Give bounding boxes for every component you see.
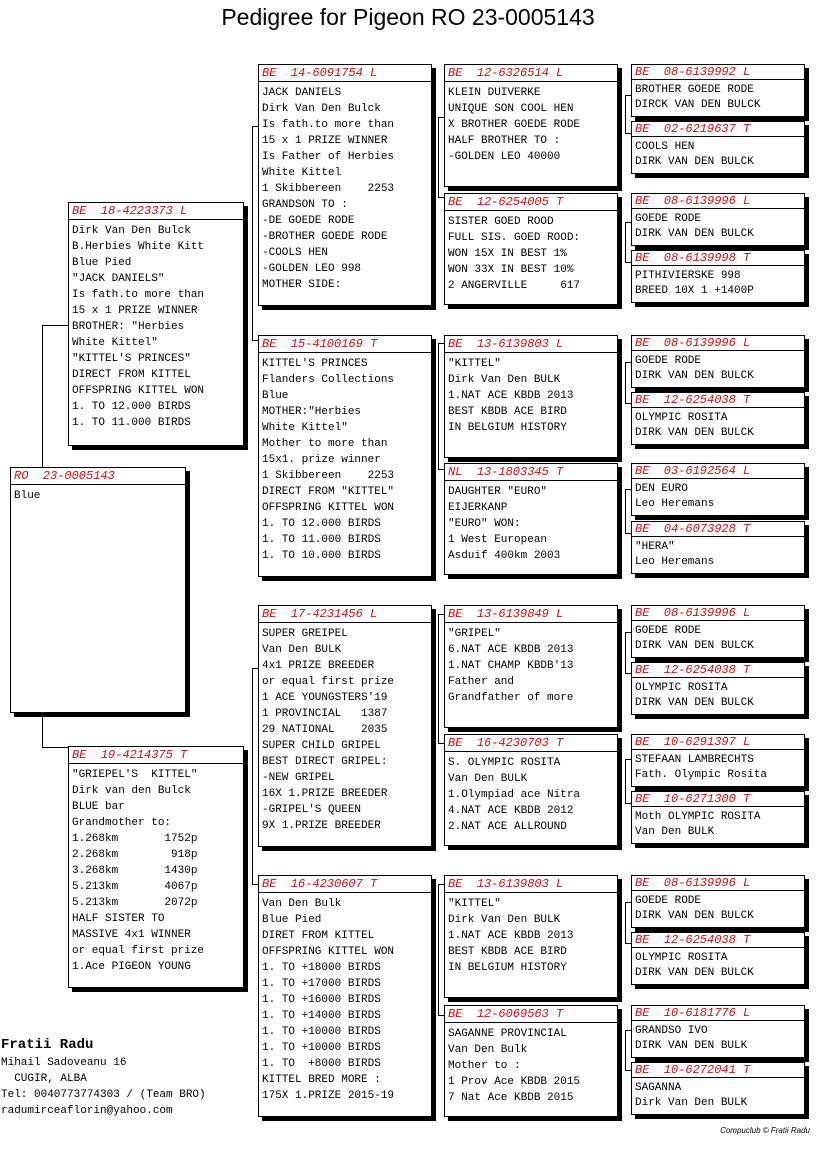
pigeon-info-line: 5.213km 4067p	[72, 881, 198, 893]
pigeon-info-line: Mother to more than	[262, 438, 388, 450]
pigeon-info-line: Van Den BULK	[262, 644, 342, 656]
pigeon-info-line: MASSIVE 4x1 WINNER	[72, 929, 191, 941]
ring-number: BE 02-6219637 T	[632, 122, 804, 137]
pigeon-info-line: GRANDSO IVO	[635, 1025, 708, 1037]
dam-card	[68, 746, 244, 988]
great-great-grandparent-card	[631, 521, 805, 574]
ring-number: RO 23-0005143	[11, 468, 185, 485]
pigeon-info-line: White Kittel"	[262, 422, 348, 434]
pigeon-info-line: BEST DIRECT GRIPEL:	[262, 756, 388, 768]
pigeon-info-line: 1.NAT ACE KBDB 2013	[448, 390, 574, 402]
owner-address-line: Mihail Sadoveanu 16	[1, 1057, 127, 1069]
grandparent-card	[258, 64, 432, 306]
pigeon-info-line: 175X 1.PRIZE 2015-19	[262, 1090, 395, 1102]
pigeon-info-line: 1. TO +18000 BIRDS	[262, 962, 381, 974]
pigeon-info-line: 1. TO +14000 BIRDS	[262, 1010, 381, 1022]
pigeon-info-line: 3.268km 1430p	[72, 865, 198, 877]
pigeon-info-line: or equal first prize	[72, 945, 205, 957]
great-great-grandparent-card	[631, 734, 805, 787]
pigeon-info-line: 1. TO 11.000 BIRDS	[72, 417, 191, 429]
ring-number: BE 14-6091754 L	[259, 65, 431, 82]
pigeon-info-line: 29 NATIONAL 2035	[262, 724, 388, 736]
pigeon-info-line: DIRECT FROM KITTEL	[72, 369, 191, 381]
pigeon-info-line: 7 Nat Ace KBDB 2015	[448, 1092, 574, 1104]
pigeon-info-line: BROTHER GOEDE RODE	[635, 84, 754, 96]
pigeon-info-line: 4.NAT ACE KBDB 2012	[448, 805, 574, 817]
pigeon-info-line: "KITTEL"	[448, 898, 501, 910]
pigeon-info-line: "EURO" WON:	[448, 518, 521, 530]
ring-number: BE 12-6254038 T	[632, 393, 804, 408]
pigeon-info-line: DIRK VAN DEN BULCK	[635, 909, 754, 922]
connector-line	[625, 902, 626, 943]
pigeon-info-line: DIRCK VAN DEN BULCK	[635, 98, 761, 111]
pigeon-info-line: 1 West European	[448, 534, 548, 546]
pigeon-info-line: DIRK VAN DEN BULCK	[635, 155, 754, 168]
pigeon-info-line: SAGANNA	[635, 1082, 682, 1094]
pigeon-info-line: DIRECT FROM "KITTEL"	[262, 486, 395, 498]
pigeon-info-line: COOLS HEN	[635, 141, 695, 153]
great-grandparent-card	[444, 734, 618, 846]
pigeon-info-line: SISTER GOED ROOD	[448, 216, 554, 228]
pigeon-info-line: DAUGHTER "EURO"	[448, 486, 548, 498]
pigeon-info-line: 1 Skibbereen 2253	[262, 183, 395, 195]
pigeon-info-line: 15x1. prize winner	[262, 454, 381, 466]
pigeon-info-line: Van Den BULK	[635, 825, 715, 838]
pigeon-info-line: GOEDE RODE	[635, 895, 702, 907]
pigeon-info-line: OFFSPRING KITTEL WON	[262, 502, 395, 514]
pigeon-info-line: Grandmother to:	[72, 817, 172, 829]
pigeon-info-line: OLYMPIC ROSITA	[635, 412, 728, 424]
pigeon-info-line: -COOLS HEN	[262, 247, 329, 259]
pigeon-info-line: PITHIVIERSKE 998	[635, 270, 741, 282]
pigeon-info-line: "GRIEPEL'S KITTEL"	[72, 769, 198, 781]
connector-line	[42, 325, 68, 326]
pigeon-info-line: Mother to :	[448, 1060, 521, 1072]
pigeon-info-line: -NEW GRIPEL	[262, 772, 335, 784]
owner-phone-line: Tel: 0040773774303 / (Team BRO)	[1, 1089, 206, 1101]
ring-number: BE 17-4231456 L	[259, 606, 431, 623]
great-great-grandparent-card	[631, 791, 805, 844]
grandparent-card	[258, 875, 432, 1117]
connector-line	[438, 884, 439, 1015]
page-title: Pedigree for Pigeon RO 23-0005143	[221, 4, 595, 30]
pigeon-info-line: 15 x 1 PRIZE WINNER	[262, 135, 388, 147]
great-grandparent-card	[444, 193, 618, 305]
pigeon-info-line: Flanders Collections	[262, 374, 395, 386]
pigeon-info-line: 2.268km 918p	[72, 849, 198, 861]
pigeon-info-line: SUPER CHILD GRIPEL	[262, 740, 381, 752]
pigeon-info-line: Dirk Van Den Bulck	[262, 103, 381, 115]
connector-line	[42, 325, 43, 467]
great-grandparent-card	[444, 605, 618, 728]
pigeon-info-line: Dirk van den Bulck	[72, 785, 191, 797]
ring-number: BE 10-6181776 L	[632, 1006, 804, 1021]
ring-number: NL 13-1803345 T	[445, 464, 617, 481]
pigeon-info-line: 1 ACE YOUNGSTERS'19	[262, 692, 388, 704]
ring-number: BE 10-6272041 T	[632, 1063, 804, 1078]
great-great-grandparent-card	[631, 64, 805, 117]
pigeon-info-line: "JACK DANIELS"	[72, 273, 165, 285]
connector-line	[42, 716, 43, 748]
ring-number: BE 08-6139996 L	[632, 606, 804, 621]
pigeon-info-line: BROTHER: "Herbies	[72, 321, 185, 333]
great-grandparent-card	[444, 875, 618, 998]
ring-number: BE 12-6254005 T	[445, 194, 617, 211]
connector-line	[625, 95, 626, 133]
pigeon-info-line: Dirk Van Den Bulck	[72, 225, 191, 237]
connector-line	[625, 759, 626, 803]
connector-line	[438, 614, 439, 743]
pigeon-info-line: B.Herbies White Kitt	[72, 241, 205, 253]
pigeon-info-line: 1.Olympiad ace Nitra	[448, 789, 581, 801]
pigeon-info-line: DIRK VAN DEN BULCK	[635, 639, 754, 652]
ring-number: BE 16-4230607 T	[259, 876, 431, 893]
great-great-grandparent-card	[631, 193, 805, 246]
pigeon-info-line: Father and	[448, 676, 515, 688]
pigeon-info-line: or equal first prize	[262, 676, 395, 688]
pigeon-info-line: Blue	[14, 490, 41, 502]
ring-number: BE 08-6139996 L	[632, 876, 804, 891]
pigeon-info-line: 1 Prov Ace KBDB 2015	[448, 1076, 581, 1088]
connector-line	[252, 126, 253, 340]
connector-line	[625, 222, 626, 262]
great-great-grandparent-card	[631, 250, 805, 303]
ring-number: BE 03-6192564 L	[632, 464, 804, 479]
great-great-grandparent-card	[631, 932, 805, 985]
great-grandparent-card	[444, 463, 618, 575]
pigeon-info-line: HALF SISTER TO	[72, 913, 165, 925]
pigeon-info-line: Van Den Bulk	[262, 898, 342, 910]
pigeon-info-line: -GRIPEL'S QUEEN	[262, 804, 362, 816]
ring-number: BE 10-6271300 T	[632, 792, 804, 807]
ring-number: BE 18-4223373 L	[69, 203, 243, 220]
pigeon-info-line: EIJERKANP	[448, 502, 508, 514]
pigeon-info-line: 1.268km 1752p	[72, 833, 198, 845]
pigeon-info-line: DEN EURO	[635, 483, 688, 495]
connector-line	[625, 632, 626, 673]
pigeon-info-line: IN BELGIUM HISTORY	[448, 422, 567, 434]
pigeon-info-line: "GRIPEL"	[448, 628, 501, 640]
pigeon-info-line: Blue Pied	[72, 257, 132, 269]
great-great-grandparent-card	[631, 662, 805, 715]
great-great-grandparent-card	[631, 1062, 805, 1115]
pigeon-info-line: GRANDSON TO :	[262, 199, 348, 211]
pigeon-info-line: HALF BROTHER TO :	[448, 135, 561, 147]
pigeon-info-line: KLEIN DUIVERKE	[448, 87, 541, 99]
pigeon-info-line: "KITTEL'S PRINCES"	[72, 353, 191, 365]
great-great-grandparent-card	[631, 121, 805, 174]
connector-line	[625, 489, 626, 533]
connector-line	[625, 1030, 626, 1070]
pigeon-info-line: 5.213km 2072p	[72, 897, 198, 909]
ring-number: BE 08-6139996 L	[632, 336, 804, 351]
pigeon-info-line: 1. TO 11.000 BIRDS	[262, 534, 381, 546]
great-grandparent-card	[444, 335, 618, 458]
pigeon-info-line: MOTHER SIDE:	[262, 279, 342, 291]
pigeon-info-line: Dirk Van Den BULK	[448, 914, 561, 926]
pigeon-info-line: BEST KBDB ACE BIRD	[448, 946, 567, 958]
pigeon-info-line: -GOLDEN LEO 998	[262, 263, 362, 275]
pigeon-info-line: GOEDE RODE	[635, 213, 702, 225]
pigeon-info-line: Van Den Bulk	[448, 1044, 528, 1056]
pigeon-info-line: IN BELGIUM HISTORY	[448, 962, 567, 974]
pigeon-info-line: 1. TO 12.000 BIRDS	[262, 518, 381, 530]
pigeon-info-line: 1.Ace PIGEON YOUNG	[72, 961, 191, 973]
pigeon-info-line: Van Den BULK	[448, 773, 528, 785]
pigeon-info-line: DIRK VAN DEN BULCK	[635, 696, 754, 709]
ring-number: BE 15-4100169 T	[259, 336, 431, 353]
pigeon-info-line: X BROTHER GOEDE RODE	[448, 119, 581, 131]
subject-pigeon-card	[10, 467, 186, 713]
pigeon-info-line: "HERA"	[635, 541, 675, 553]
pigeon-info-line: Blue Pied	[262, 914, 322, 926]
pigeon-info-line: SUPER GREIPEL	[262, 628, 348, 640]
pigeon-info-line: GOEDE RODE	[635, 355, 702, 367]
pigeon-info-line: 2.NAT ACE ALLROUND	[448, 821, 567, 833]
pigeon-info-line: Grandfather of more	[448, 692, 574, 704]
pigeon-info-line: Is fath.to more than	[262, 119, 395, 131]
pigeon-info-line: Leo Heremans	[635, 555, 715, 568]
pigeon-info-line: Fath. Olympic Rosita	[635, 768, 768, 781]
ring-number: BE 12-6069563 T	[445, 1006, 617, 1023]
great-grandparent-card	[444, 1005, 618, 1117]
ring-number: BE 13-6139803 L	[445, 876, 617, 893]
pigeon-info-line: WON 15X IN BEST 1%	[448, 248, 567, 260]
grandparent-card	[258, 335, 432, 577]
pigeon-info-line: 16X 1.PRIZE BREEDER	[262, 788, 388, 800]
ring-number: BE 04-6073928 T	[632, 522, 804, 537]
pigeon-info-line: 1. TO +8000 BIRDS	[262, 1058, 381, 1070]
pigeon-info-line: DIRK VAN DEN BULK	[635, 1039, 748, 1052]
pigeon-info-line: Is fath.to more than	[72, 289, 205, 301]
pigeon-info-line: DIRK VAN DEN BULCK	[635, 227, 754, 240]
sire-card	[68, 202, 244, 446]
owner-info	[1, 1035, 206, 1119]
connector-line	[438, 343, 439, 469]
ring-number: BE 12-6326514 L	[445, 65, 617, 82]
pigeon-info-line: SAGANNE PROVINCIAL	[448, 1028, 567, 1040]
great-grandparent-card	[444, 64, 618, 187]
pigeon-info-line: 1. TO +16000 BIRDS	[262, 994, 381, 1006]
pigeon-info-line: 1. TO 10.000 BIRDS	[262, 550, 381, 562]
pigeon-info-line: Dirk Van Den BULK	[635, 1096, 748, 1109]
pigeon-info-line: OLYMPIC ROSITA	[635, 682, 728, 694]
connector-line	[625, 362, 626, 403]
pigeon-info-line: BEST KBDB ACE BIRD	[448, 406, 567, 418]
owner-name: Fratii Radu	[1, 1037, 94, 1053]
pigeon-info-line: "KITTEL"	[448, 358, 501, 370]
ring-number: BE 13-6139849 L	[445, 606, 617, 623]
ring-number: BE 08-6139998 T	[632, 251, 804, 266]
pigeon-info-line: White Kittel	[262, 167, 342, 179]
pigeon-info-line: JACK DANIELS	[262, 87, 342, 99]
pigeon-info-line: Moth OLYMPIC ROSITA	[635, 811, 761, 823]
pigeon-info-line: -BROTHER GOEDE RODE	[262, 231, 388, 243]
pigeon-info-line: MOTHER:"Herbies	[262, 406, 362, 418]
pigeon-info-line: STEFAAN LAMBRECHTS	[635, 754, 754, 766]
pigeon-info-line: DIRK VAN DEN BULCK	[635, 966, 754, 979]
pigeon-info-line: 15 x 1 PRIZE WINNER	[72, 305, 198, 317]
pigeon-info-line: 1 Skibbereen 2253	[262, 470, 395, 482]
pigeon-info-line: 1 PROVINCIAL 1387	[262, 708, 388, 720]
great-great-grandparent-card	[631, 605, 805, 658]
connector-line	[252, 668, 253, 884]
pigeon-info-line: 4x1 PRIZE BREEDER	[262, 660, 375, 672]
pigeon-info-line: KITTEL BRED MORE :	[262, 1074, 381, 1086]
connector-line	[42, 747, 68, 748]
ring-number: BE 12-6254038 T	[632, 933, 804, 948]
pigeon-info-line: 6.NAT ACE KBDB 2013	[448, 644, 574, 656]
pigeon-info-line: BLUE bar	[72, 801, 125, 813]
pigeon-info-line: DIRK VAN DEN BULCK	[635, 426, 754, 439]
ring-number: BE 08-6139992 L	[632, 65, 804, 80]
pigeon-info-line: OFFSPRING KITTEL WON	[72, 385, 205, 397]
grandparent-card	[258, 605, 432, 847]
pigeon-info-line: 1. TO 12.000 BIRDS	[72, 401, 191, 413]
pigeon-info-line: -GOLDEN LEO 40000	[448, 151, 561, 163]
owner-city-line: CUGIR, ALBA	[1, 1073, 87, 1085]
pigeon-info-line: Dirk Van Den BULK	[448, 374, 561, 386]
pigeon-info-line: 1.NAT ACE KBDB 2013	[448, 930, 574, 942]
pigeon-info-line: -DE GOEDE RODE	[262, 215, 355, 227]
pigeon-info-line: 1. TO +10000 BIRDS	[262, 1042, 381, 1054]
ring-number: BE 19-4214375 T	[69, 747, 243, 764]
pigeon-info-line: WON 33X IN BEST 10%	[448, 264, 574, 276]
pigeon-info-line: Asduif 400km 2003	[448, 550, 561, 562]
great-great-grandparent-card	[631, 392, 805, 445]
owner-email-line: radumirceaflorin@yahoo.com	[1, 1105, 173, 1117]
pigeon-info-line: BREED 10X 1 +1400P	[635, 284, 754, 297]
pigeon-info-line: White Kittel"	[72, 337, 158, 349]
pigeon-info-line: KITTEL'S PRINCES	[262, 358, 368, 370]
pigeon-info-line: 9X 1.PRIZE BREEDER	[262, 820, 381, 832]
pigeon-info-line: 1. TO +10000 BIRDS	[262, 1026, 381, 1038]
pigeon-info-line: DIRET FROM KITTEL	[262, 930, 375, 942]
pigeon-info-line: DIRK VAN DEN BULCK	[635, 369, 754, 382]
great-great-grandparent-card	[631, 463, 805, 516]
pigeon-info-line: Blue	[262, 390, 289, 402]
great-great-grandparent-card	[631, 335, 805, 388]
ring-number: BE 12-6254038 T	[632, 663, 804, 678]
ring-number: BE 13-6139803 L	[445, 336, 617, 353]
great-great-grandparent-card	[631, 1005, 805, 1058]
pigeon-info-line: OLYMPIC ROSITA	[635, 952, 728, 964]
pigeon-info-line: 1. TO +17000 BIRDS	[262, 978, 381, 990]
great-great-grandparent-card	[631, 875, 805, 928]
ring-number: BE 16-4230703 T	[445, 735, 617, 752]
pigeon-info-line: UNIQUE SON COOL HEN	[448, 103, 574, 115]
pigeon-info-line: Leo Heremans	[635, 497, 715, 510]
pigeon-info-line: OFFSPRING KITTEL WON	[262, 946, 395, 958]
connector-line	[438, 117, 439, 197]
ring-number: BE 10-6291397 L	[632, 735, 804, 750]
pigeon-info-line: 1.NAT CHAMP KBDB'13	[448, 660, 574, 672]
pigeon-info-line: 2 ANGERVILLE 617	[448, 280, 581, 292]
pigeon-info-line: Is Father of Herbies	[262, 151, 395, 163]
footer-credit: Compuclub © Fratii Radu	[720, 1126, 810, 1135]
pigeon-info-line: S. OLYMPIC ROSITA	[448, 757, 561, 769]
pigeon-info-line: GOEDE RODE	[635, 625, 702, 637]
pigeon-info-line: FULL SIS. GOED ROOD:	[448, 232, 581, 244]
ring-number: BE 08-6139996 L	[632, 194, 804, 209]
